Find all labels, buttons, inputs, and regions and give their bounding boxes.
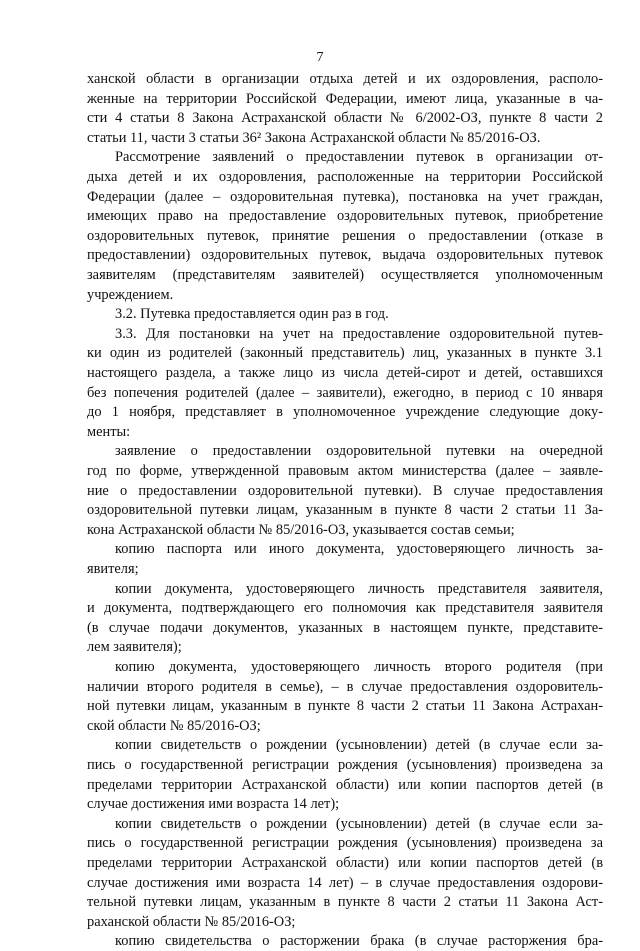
text-line: копии свидетельств о рождении (усыновлении) детей (в случае если за- xyxy=(115,737,603,754)
text-line: пределами территории Астраханской области) или копии паспортов детей (в xyxy=(87,776,603,793)
text-line: копии свидетельств о рождении (усыновлении) детей (в случае если за- xyxy=(115,815,603,832)
text-line: имеющих право на предоставление оздоровительных путевок, приобретение xyxy=(87,208,603,225)
text-line: явителя; xyxy=(87,561,139,577)
text-line: статьи 11, части 3 статьи 36² Закона Астраханской области № 85/2016-ОЗ. xyxy=(87,129,541,146)
text-line: лем заявителя); xyxy=(87,639,182,656)
text-line: ки один из родителей (законный представитель) лиц, указанных в пункте 3.1 xyxy=(87,345,603,362)
text-line: Рассмотрение заявлений о предоставлении путевок в организации от- xyxy=(115,149,603,166)
text-line: ханской области в организации отдыха детей и их оздоровления, располо- xyxy=(87,71,603,87)
text-line: раханской области № 85/2016-ОЗ; xyxy=(87,913,296,930)
text-line: учреждением. xyxy=(87,286,174,303)
text-line: оздоровительных путевок, принятие решения о предоставлении (отказе в xyxy=(87,227,603,244)
text-line: кона Астраханской области № 85/2016-ОЗ, указывается состав семьи; xyxy=(87,521,515,538)
text-line: копию паспорта или иного документа, удостоверяющего личность за- xyxy=(115,541,603,558)
text-line: копию свидетельства о расторжении брака (в случае расторжения бра- xyxy=(115,933,603,950)
text-line: и документа, подтверждающего его полномочия как представителя заявителя xyxy=(87,600,603,617)
text-line: ской области № 85/2016-ОЗ; xyxy=(87,717,261,734)
text-line: пределами территории Астраханской области) или копии паспортов детей (в xyxy=(87,855,603,871)
text-line: женные на территории Российской Федерации, имеют лица, указанные в ча- xyxy=(87,90,603,107)
text-line: случае достижения ими возраста 14 лет) – в случае предоставления оздорови- xyxy=(87,874,603,891)
text-line: предоставлении) оздоровительных путевок, выдача оздоровительных путевок xyxy=(87,247,603,264)
text-line: 3.3. Для постановки на учет на предоставление оздоровительной путев- xyxy=(115,325,603,342)
text-line: до 1 ноября, представляет в уполномоченное учреждение следующие доку- xyxy=(87,404,603,421)
text-line: случае достижения ими возраста 14 лет); xyxy=(87,796,340,813)
text-line: 3.2. Путевка предоставляется один раз в год. xyxy=(115,306,389,323)
text-line: дыха детей и их оздоровления, расположенные на территории Российской xyxy=(87,169,603,185)
text-line: тельной путевки лицам, указанным в пункте 8 части 2 статьи 11 Закона Аст- xyxy=(87,894,603,911)
text-line: копию документа, удостоверяющего личность второго родителя (при xyxy=(115,659,603,675)
text-line: заявителям (представителям заявителей) осуществляется уполномоченным xyxy=(87,267,603,283)
text-line: наличии второго родителя в семье), – в случае предоставления оздоровитель- xyxy=(87,678,603,695)
text-line: сти 4 статьи 8 Закона Астраханской области № 6/2002-ОЗ, пункте 8 части 2 xyxy=(87,110,603,127)
page-number: 7 xyxy=(316,50,324,65)
text-line: ной путевки лицам, указанным в пункте 8 части 2 статьи 11 Закона Астрахан- xyxy=(87,698,603,715)
text-line: пись о государственной регистрации рождения (усыновления) произведена за xyxy=(87,757,603,773)
text-line: пись о государственной регистрации рождения (усыновления) произведена за xyxy=(87,835,603,852)
text-line: (в случае подачи документов, указанных в настоящем пункте, представите- xyxy=(87,619,603,636)
text-line: ние о предоставлении оздоровительной путевки). В случае предоставления xyxy=(87,482,603,499)
text-line: оздоровительной путевки лицам, указанным в пункте 8 части 2 статьи 11 За- xyxy=(87,502,603,519)
text-line: копии документа, удостоверяющего личность представителя заявителя, xyxy=(115,580,603,597)
text-line: год по форме, утвержденной правовым актом министерства (далее – заявле- xyxy=(87,463,603,479)
text-line: Федерации (далее – оздоровительная путевка), постановка на учет граждан, xyxy=(87,188,603,205)
text-line: настоящего раздела, а также лицо из числа детей-сирот и детей, оставшихся xyxy=(87,365,603,381)
text-line: без попечения родителей (далее – заявители), ежегодно, в период с 10 января xyxy=(87,384,603,401)
text-line: заявление о предоставлении оздоровительной путевки на очередной xyxy=(115,443,603,460)
text-line: менты: xyxy=(87,423,131,440)
